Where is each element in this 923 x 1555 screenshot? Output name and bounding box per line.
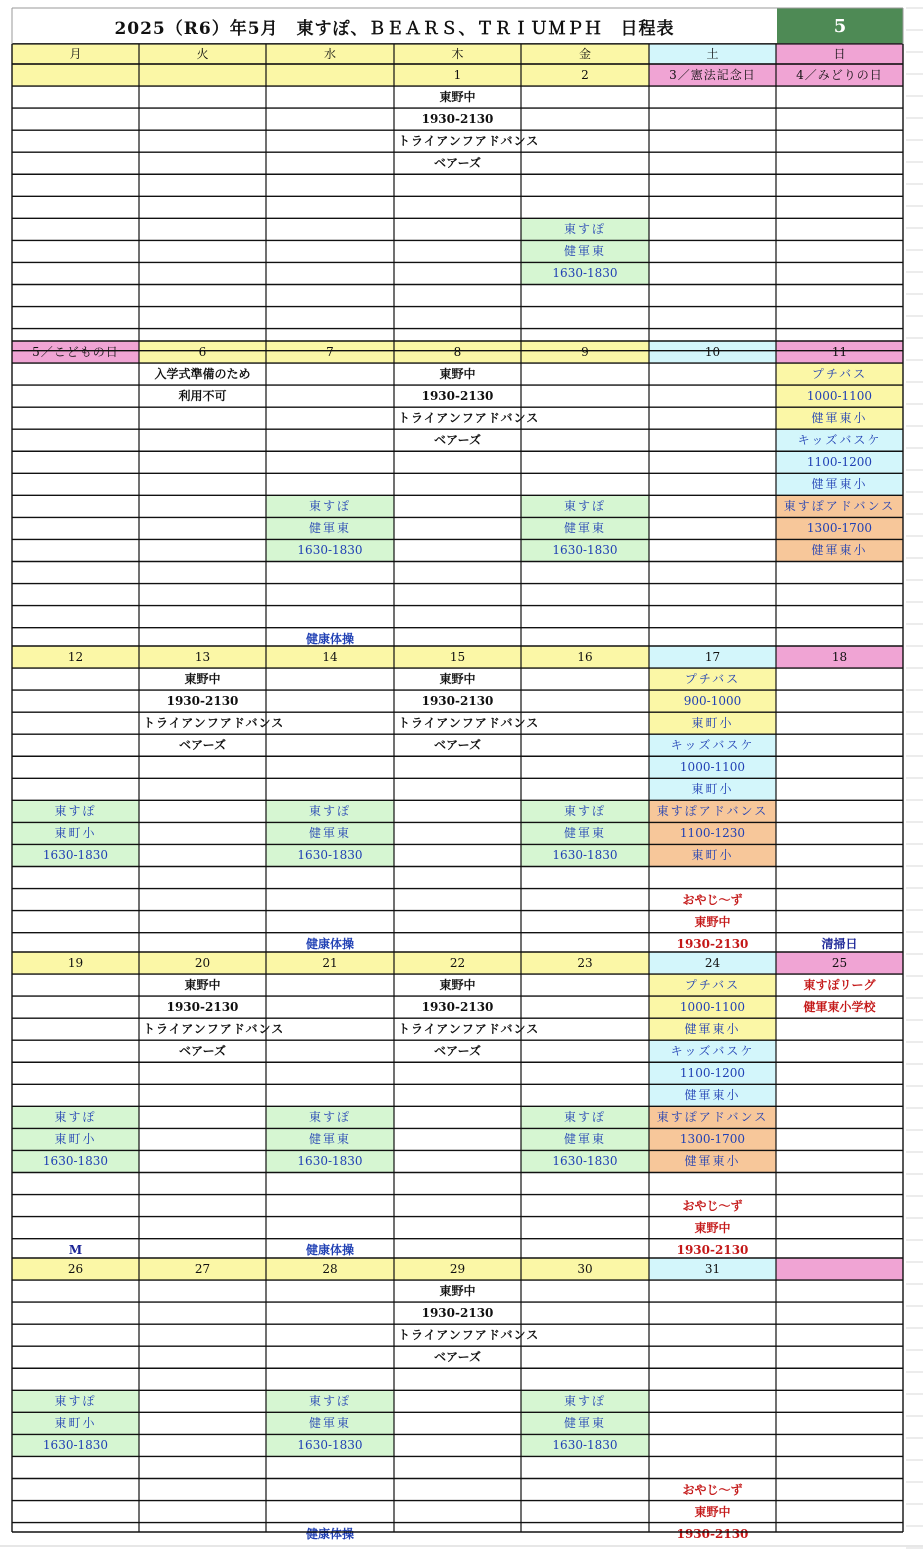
event-cell: 1930-2130: [394, 385, 521, 407]
event-cell: 東町小: [12, 1128, 139, 1150]
event-cell: 東野中: [394, 1280, 521, 1302]
date-cell: 22: [394, 952, 521, 974]
event-cell: 1930-2130: [139, 996, 266, 1018]
event-cell: 1630-1830: [521, 844, 649, 866]
event-cell: 健軍東: [521, 1128, 649, 1150]
event-cell: 健康体操: [266, 628, 394, 650]
event-cell: おやじ〜ず: [649, 889, 776, 911]
event-cell: 健軍東: [521, 240, 649, 262]
date-cell: 18: [776, 646, 903, 668]
event-cell: プチバス: [649, 668, 776, 690]
event-cell: 東すぽアドバンス: [649, 800, 776, 822]
date-cell: 7: [266, 341, 394, 363]
event-cell: おやじ〜ず: [649, 1479, 776, 1501]
event-cell: 1630-1830: [521, 1150, 649, 1172]
event-cell: 入学式準備のため: [139, 363, 266, 385]
title-row: [12, 8, 903, 44]
event-cell: 東町小: [649, 712, 776, 734]
date-cell: 15: [394, 646, 521, 668]
event-cell: ベアーズ: [394, 429, 521, 451]
event-cell: 1630-1830: [521, 262, 649, 284]
event-cell: トライアンフアドバンス: [394, 407, 521, 429]
date-cell: 2: [521, 64, 649, 86]
event-cell: 東野中: [394, 974, 521, 996]
event-cell: 東野中: [649, 1217, 776, 1239]
date-cell: 29: [394, 1258, 521, 1280]
event-cell: 1930-2130: [649, 1523, 776, 1545]
event-cell: 東すぽ: [266, 495, 394, 517]
event-cell: 1100-1200: [649, 1062, 776, 1084]
event-cell: 900-1000: [649, 690, 776, 712]
event-cell: 1000-1100: [649, 996, 776, 1018]
event-cell: 健康体操: [266, 1523, 394, 1545]
date-cell: 10: [649, 341, 776, 363]
date-cell: 5／こどもの日: [12, 341, 139, 363]
event-cell: 1630-1830: [521, 1434, 649, 1456]
event-cell: ベアーズ: [394, 152, 521, 174]
event-cell: 1930-2130: [139, 690, 266, 712]
event-cell: 健軍東小: [776, 473, 903, 495]
event-cell: 東すぽ: [266, 1390, 394, 1412]
event-cell: 東すぽ: [266, 800, 394, 822]
date-cell: 25: [776, 952, 903, 974]
event-cell: キッズバスケ: [776, 429, 903, 451]
event-cell: 1630-1830: [266, 1434, 394, 1456]
event-cell: 東すぽリーグ: [776, 974, 903, 996]
event-cell: ベアーズ: [139, 734, 266, 756]
event-cell: 利用不可: [139, 385, 266, 407]
event-cell: 1930-2130: [394, 1302, 521, 1324]
date-cell: 27: [139, 1258, 266, 1280]
date-cell: 11: [776, 341, 903, 363]
date-cell: 28: [266, 1258, 394, 1280]
event-cell: 東すぽ: [521, 495, 649, 517]
event-cell: 1630-1830: [266, 1150, 394, 1172]
date-cell: 17: [649, 646, 776, 668]
event-cell: トライアンフアドバンス: [394, 1324, 521, 1346]
date-cell: 12: [12, 646, 139, 668]
event-cell: 東野中: [394, 363, 521, 385]
event-cell: 1630-1830: [12, 844, 139, 866]
event-cell: プチバス: [776, 363, 903, 385]
event-cell: 東すぽアドバンス: [776, 495, 903, 517]
date-cell: 30: [521, 1258, 649, 1280]
weekday-header-0: 月: [12, 44, 139, 64]
event-cell: 東町小: [649, 844, 776, 866]
event-cell: 東すぽ: [266, 1106, 394, 1128]
date-cell: [12, 64, 139, 86]
event-cell: キッズバスケ: [649, 1040, 776, 1062]
date-cell: 14: [266, 646, 394, 668]
event-cell: M: [12, 1239, 139, 1261]
event-cell: 東野中: [139, 668, 266, 690]
event-cell: ベアーズ: [394, 1040, 521, 1062]
event-cell: 健康体操: [266, 933, 394, 955]
event-cell: キッズバスケ: [649, 734, 776, 756]
weekday-header-2: 水: [266, 44, 394, 64]
event-cell: 健軍東小学校: [776, 996, 903, 1018]
event-cell: トライアンフアドバンス: [394, 130, 521, 152]
date-cell: 24: [649, 952, 776, 974]
event-cell: トライアンフアドバンス: [139, 712, 266, 734]
event-cell: 1630-1830: [266, 539, 394, 561]
event-cell: 健軍東: [521, 822, 649, 844]
date-cell: 9: [521, 341, 649, 363]
date-cell: [776, 1258, 903, 1280]
date-cell: 16: [521, 646, 649, 668]
event-cell: トライアンフアドバンス: [139, 1018, 266, 1040]
event-cell: 1100-1230: [649, 822, 776, 844]
date-cell: 26: [12, 1258, 139, 1280]
weekday-header-3: 木: [394, 44, 521, 64]
event-cell: 1630-1830: [12, 1434, 139, 1456]
event-cell: トライアンフアドバンス: [394, 1018, 521, 1040]
date-cell: 3／憲法記念日: [649, 64, 776, 86]
event-cell: 東町小: [12, 1412, 139, 1434]
event-cell: 1630-1830: [12, 1150, 139, 1172]
event-cell: 1930-2130: [394, 690, 521, 712]
month-badge: 5: [777, 8, 903, 44]
date-cell: 8: [394, 341, 521, 363]
event-cell: 健軍東: [521, 517, 649, 539]
date-cell: 13: [139, 646, 266, 668]
event-cell: 東すぽ: [521, 800, 649, 822]
event-cell: 東すぽ: [12, 1390, 139, 1412]
event-cell: 健軍東: [266, 1412, 394, 1434]
date-cell: 20: [139, 952, 266, 974]
date-cell: 23: [521, 952, 649, 974]
event-cell: 東すぽ: [521, 1390, 649, 1412]
event-cell: 1930-2130: [649, 933, 776, 955]
event-cell: 健軍東小: [649, 1018, 776, 1040]
event-cell: 東すぽ: [521, 1106, 649, 1128]
date-cell: [139, 64, 266, 86]
event-cell: 健軍東小: [776, 539, 903, 561]
event-cell: 1000-1100: [776, 385, 903, 407]
date-cell: 4／みどりの日: [776, 64, 903, 86]
event-cell: ベアーズ: [394, 734, 521, 756]
event-cell: 健軍東小: [776, 407, 903, 429]
date-cell: 19: [12, 952, 139, 974]
event-cell: 清掃日: [776, 933, 903, 955]
event-cell: 東町小: [649, 778, 776, 800]
event-cell: おやじ〜ず: [649, 1195, 776, 1217]
event-cell: 東すぽアドバンス: [649, 1106, 776, 1128]
date-cell: 6: [139, 341, 266, 363]
event-cell: 1000-1100: [649, 756, 776, 778]
event-cell: 健軍東小: [649, 1084, 776, 1106]
event-cell: 東町小: [12, 822, 139, 844]
event-cell: トライアンフアドバンス: [394, 712, 521, 734]
event-cell: 東野中: [139, 974, 266, 996]
weekday-header-4: 金: [521, 44, 649, 64]
date-cell: 1: [394, 64, 521, 86]
event-cell: 健軍東: [521, 1412, 649, 1434]
weekday-header-1: 火: [139, 44, 266, 64]
event-cell: プチバス: [649, 974, 776, 996]
event-cell: 1300-1700: [649, 1128, 776, 1150]
event-cell: 東すぽ: [12, 800, 139, 822]
event-cell: 健軍東小: [649, 1150, 776, 1172]
event-cell: 東すぽ: [12, 1106, 139, 1128]
date-cell: 31: [649, 1258, 776, 1280]
event-cell: 1630-1830: [521, 539, 649, 561]
date-cell: 21: [266, 952, 394, 974]
page-title: 2025（R6）年5月 東すぽ、ＢＥＡＲＳ、ＴＲＩＵＭＰＨ 日程表: [12, 8, 777, 44]
event-cell: 東野中: [394, 86, 521, 108]
event-cell: 健軍東: [266, 822, 394, 844]
event-cell: 1930-2130: [394, 996, 521, 1018]
event-cell: 東野中: [649, 911, 776, 933]
event-cell: 1630-1830: [266, 844, 394, 866]
event-cell: 東野中: [649, 1501, 776, 1523]
weekday-header-5: 土: [649, 44, 776, 64]
event-cell: 健軍東: [266, 1128, 394, 1150]
event-cell: 健康体操: [266, 1239, 394, 1261]
event-cell: ベアーズ: [139, 1040, 266, 1062]
event-cell: ベアーズ: [394, 1346, 521, 1368]
event-cell: 1930-2130: [394, 108, 521, 130]
event-cell: 1930-2130: [649, 1239, 776, 1261]
event-cell: 東すぽ: [521, 218, 649, 240]
event-cell: 1100-1200: [776, 451, 903, 473]
event-cell: 健軍東: [266, 517, 394, 539]
event-cell: 東野中: [394, 668, 521, 690]
date-cell: [266, 64, 394, 86]
event-cell: 1300-1700: [776, 517, 903, 539]
weekday-header-6: 日: [776, 44, 903, 64]
